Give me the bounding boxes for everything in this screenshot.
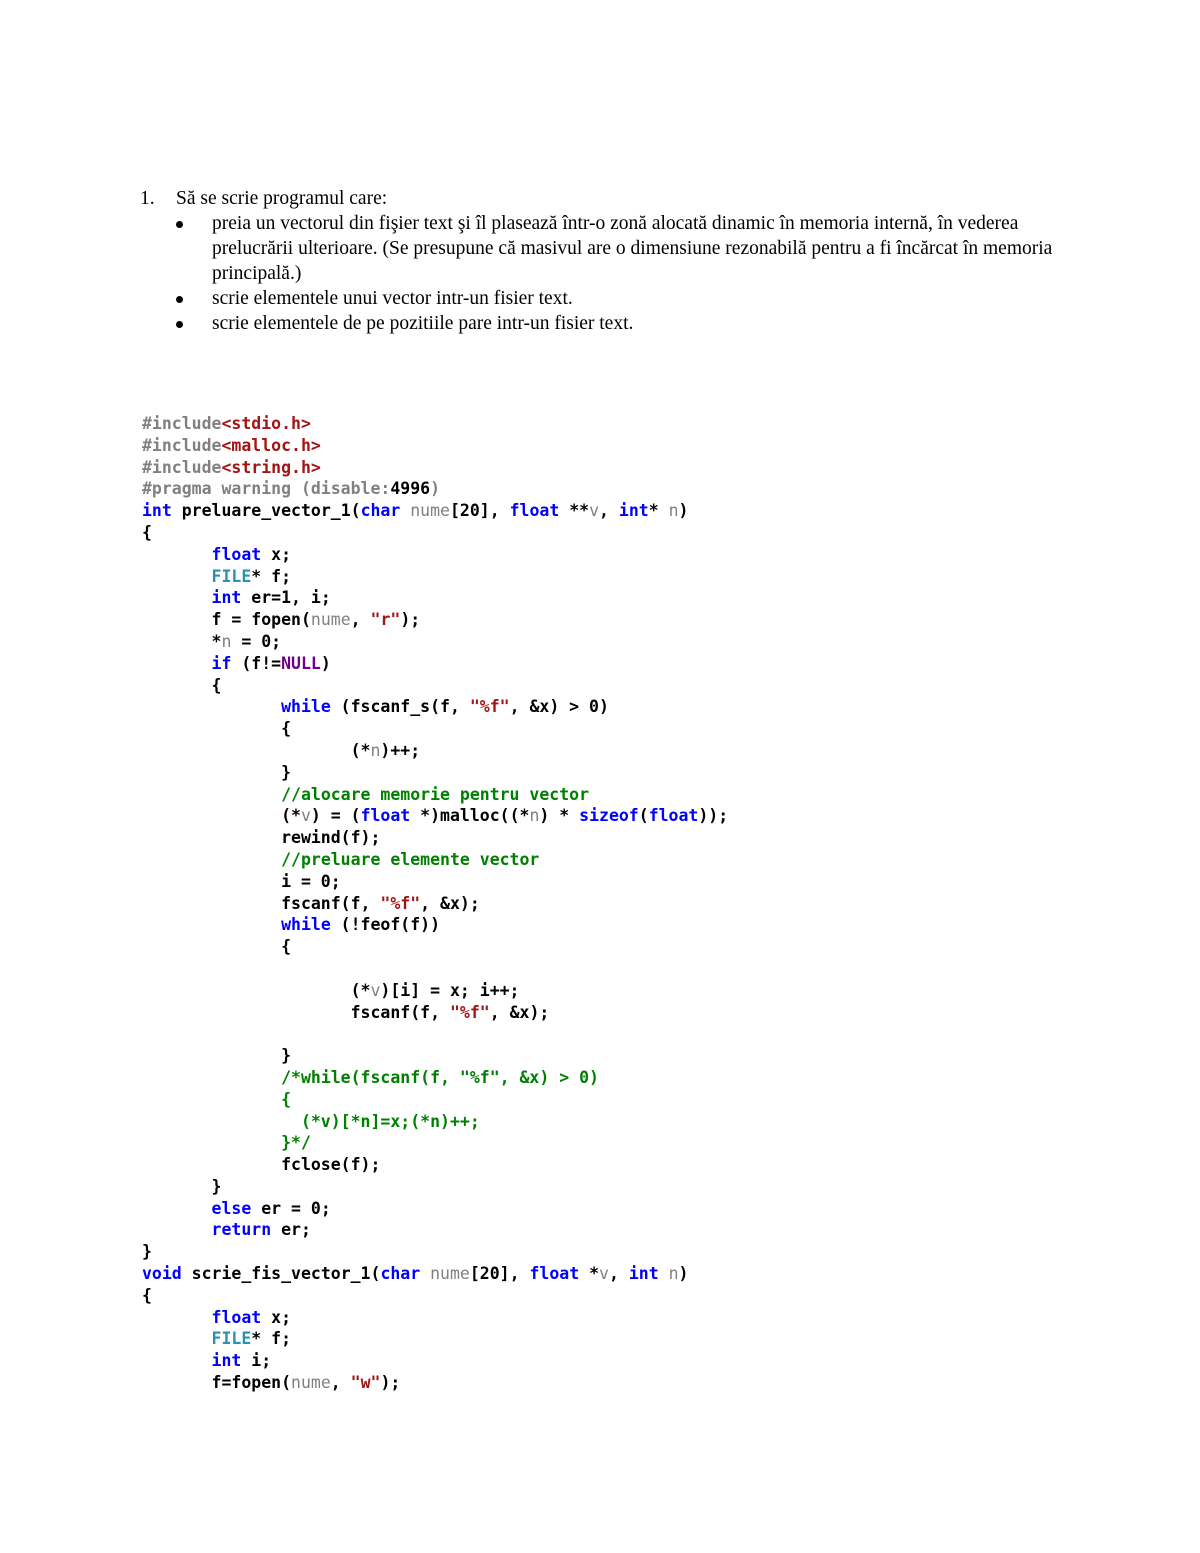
code-token: , &x) > 0) [509, 697, 609, 717]
code-token: ) * [539, 806, 580, 826]
code-line [142, 1350, 1142, 1372]
list-item-text: preia un vectorul din fişier text şi îl plasează într-o zonă alocată dinamic în memoria internă, în vederea prelucrării ulterioare. (Se presupune că masivul are o dimensiune rezonabilă pentru a fi încărcat în memoria principală.) [212, 213, 1053, 284]
code-token: nume [291, 1373, 331, 1393]
code-token: while [281, 915, 331, 935]
code-token: er = 0; [251, 1198, 331, 1218]
code-token: } [142, 762, 292, 782]
code-token: ); [400, 610, 421, 630]
code-token: )); [698, 806, 729, 826]
list-item [140, 286, 1060, 311]
code-token: } [142, 1176, 222, 1196]
code-token: nume [430, 1264, 470, 1284]
code-token [142, 1220, 212, 1239]
code-token: #include [142, 457, 222, 477]
code-token: i = 0; [142, 871, 341, 891]
code-line [142, 1089, 1142, 1111]
code-token: )[i] = x; i++; [380, 980, 520, 1000]
code-line [142, 1198, 1142, 1220]
list-item-text: scrie elementele unui vector intr-un fisier text. [212, 288, 573, 309]
code-listing [142, 413, 1142, 1394]
code-token: f = fopen( [142, 610, 311, 630]
code-token: #include [142, 414, 222, 433]
code-token: { [142, 719, 292, 739]
code-token: char [380, 1264, 421, 1284]
code-token [400, 501, 410, 520]
code-line [142, 1307, 1142, 1329]
code-token: <string.h> [221, 457, 321, 477]
code-token: , &x); [420, 893, 480, 913]
code-token: int [211, 588, 242, 608]
code-token: ** [559, 501, 590, 521]
code-token: n [668, 1264, 679, 1284]
code-token [142, 1068, 281, 1087]
code-line [142, 1002, 1142, 1024]
code-token: , &x); [489, 1002, 550, 1022]
bullet-icon [176, 221, 183, 228]
requirements-list [140, 211, 1060, 336]
code-token: i; [241, 1351, 272, 1371]
code-token: 4996 [390, 479, 431, 499]
code-token [142, 785, 281, 804]
code-token [142, 588, 212, 607]
code-line [142, 1045, 1142, 1067]
code-line [142, 1263, 1142, 1285]
code-token: preluare_vector_1( [171, 501, 361, 521]
task-heading [140, 186, 1060, 211]
code-line [142, 609, 1142, 631]
code-token: nume [310, 610, 351, 630]
code-token: } [142, 1046, 292, 1066]
code-token: , [330, 1373, 351, 1393]
task-number: 1. [140, 188, 155, 209]
code-token [142, 567, 212, 586]
code-token: ) [678, 1264, 689, 1284]
code-line [142, 1154, 1142, 1176]
task-statement [140, 186, 1060, 336]
code-line [142, 718, 1142, 740]
code-token: int [618, 501, 649, 521]
code-token: * [648, 501, 669, 521]
code-token: int [211, 1351, 242, 1371]
code-line [142, 435, 1142, 457]
code-token: *)malloc((* [410, 806, 530, 826]
bullet-icon [176, 296, 183, 303]
code-token: { [281, 1089, 292, 1109]
code-token: <malloc.h> [221, 435, 321, 455]
code-line [142, 653, 1142, 675]
code-token [142, 1351, 212, 1370]
code-token: rewind(f); [142, 828, 381, 848]
list-item-text: scrie elementele de pe pozitiile pare intr-un fisier text. [212, 313, 634, 334]
code-token: sizeof [579, 806, 639, 826]
code-token: n [529, 806, 540, 826]
code-line [142, 1111, 1142, 1133]
code-token: ( [638, 806, 649, 826]
code-token: (fscanf_s(f, [330, 697, 470, 717]
code-token: er; [271, 1220, 311, 1240]
code-token: { [142, 937, 292, 957]
code-token: "w" [350, 1373, 381, 1393]
code-token: float [509, 501, 560, 521]
code-line [142, 544, 1142, 566]
code-line [142, 784, 1142, 806]
code-token: //preluare elemente vector [281, 849, 540, 869]
code-token: void [142, 1264, 182, 1284]
code-token [659, 1264, 669, 1283]
list-item [140, 211, 1060, 286]
code-token: } [142, 1242, 152, 1262]
code-token: n [668, 501, 679, 521]
code-line [142, 1023, 1142, 1045]
code-token: FILE [211, 566, 252, 586]
code-token: , [599, 501, 619, 521]
code-token: v [589, 501, 600, 521]
list-item [140, 311, 1060, 336]
code-token: )++; [380, 740, 421, 760]
code-token: f=fopen( [142, 1373, 292, 1393]
code-token [142, 1199, 212, 1218]
code-line [142, 522, 1142, 544]
code-line [142, 1132, 1142, 1154]
code-line [142, 893, 1142, 915]
code-token [142, 850, 281, 869]
code-token: * f; [251, 566, 292, 586]
code-line [142, 696, 1142, 718]
code-token: else [211, 1198, 252, 1218]
code-token: * [142, 631, 222, 651]
code-token: //alocare memorie pentru vector [281, 784, 590, 804]
code-token: * [579, 1264, 600, 1284]
code-token: n [370, 740, 381, 760]
code-token: fclose(f); [142, 1155, 381, 1175]
code-token: ) = ( [310, 806, 361, 826]
code-token: (*v)[*n]=x;(*n)++; [142, 1111, 480, 1131]
code-token: NULL [281, 653, 321, 673]
code-token: scrie_fis_vector_1( [181, 1264, 381, 1284]
code-token: (* [142, 806, 301, 826]
code-token: (f!= [231, 653, 282, 673]
code-token [142, 1329, 212, 1348]
code-line [142, 849, 1142, 871]
code-line [142, 587, 1142, 609]
code-line [142, 631, 1142, 653]
code-token: ) [678, 501, 689, 521]
code-token: v [300, 806, 311, 826]
code-token [142, 545, 212, 564]
code-token: float [211, 1307, 262, 1327]
code-line [142, 500, 1142, 522]
code-token: #include [142, 435, 222, 455]
code-line [142, 1219, 1142, 1241]
code-token [420, 1264, 430, 1283]
code-token: ) [320, 653, 331, 673]
code-token: * f; [251, 1329, 292, 1349]
code-token: (* [142, 980, 371, 1000]
code-token: , [608, 1264, 629, 1284]
code-token [142, 1133, 281, 1152]
code-line [142, 566, 1142, 588]
code-line [142, 413, 1142, 435]
code-token: v [370, 980, 381, 1000]
code-line [142, 914, 1142, 936]
code-token: x; [261, 1307, 292, 1327]
code-token: #pragma warning (disable: [142, 479, 391, 499]
code-token: v [599, 1264, 609, 1284]
code-token: char [360, 501, 401, 521]
code-token [142, 654, 212, 673]
code-token: er=1, i; [241, 588, 331, 608]
code-token: int [142, 501, 172, 521]
code-token: fscanf(f, [142, 893, 381, 913]
code-line [142, 1328, 1142, 1350]
code-line [142, 1241, 1142, 1263]
code-line [142, 827, 1142, 849]
code-token: nume [410, 501, 450, 521]
code-token: (* [142, 740, 371, 760]
code-token: float [529, 1264, 580, 1284]
code-token [142, 697, 281, 716]
code-token: float [648, 806, 699, 826]
code-token: "%f" [380, 893, 421, 913]
code-token: while [281, 697, 331, 717]
code-line [142, 675, 1142, 697]
code-line [142, 740, 1142, 762]
code-token: , [350, 610, 371, 630]
code-token: /*while(fscanf(f, "%f", &x) > 0) [281, 1067, 599, 1087]
code-token: { [142, 675, 222, 695]
code-line [142, 478, 1142, 500]
code-line [142, 958, 1142, 980]
code-line [142, 762, 1142, 784]
code-token: (!feof(f)) [330, 915, 441, 935]
code-line [142, 980, 1142, 1002]
code-token [142, 1308, 212, 1327]
code-token: n [221, 631, 232, 651]
code-token: float [360, 806, 411, 826]
code-line [142, 1372, 1142, 1394]
code-token: <stdio.h> [221, 414, 311, 433]
code-token: float [211, 544, 262, 564]
code-token: }*/ [281, 1133, 311, 1153]
code-token: "%f" [449, 1002, 490, 1022]
code-token: "%f" [469, 697, 510, 717]
code-token: [20], [469, 1264, 530, 1284]
code-line [142, 805, 1142, 827]
code-token: x; [261, 544, 292, 564]
code-token: return [211, 1220, 272, 1240]
code-token: ); [380, 1373, 401, 1393]
code-token: ) [430, 479, 441, 499]
code-token: { [142, 1285, 152, 1305]
code-token: [20], [450, 501, 510, 521]
code-token: "r" [370, 610, 401, 630]
code-line [142, 457, 1142, 479]
code-token: fscanf(f, [142, 1002, 450, 1022]
code-token [142, 915, 281, 934]
code-token: FILE [211, 1329, 252, 1349]
code-token: int [628, 1264, 659, 1284]
bullet-icon [176, 321, 183, 328]
code-line [142, 1285, 1142, 1307]
code-token [142, 1090, 281, 1109]
code-line [142, 936, 1142, 958]
code-token: = 0; [231, 631, 282, 651]
code-line [142, 1176, 1142, 1198]
task-intro: Să se scrie programul care: [176, 188, 388, 209]
code-line [142, 871, 1142, 893]
code-token: if [211, 653, 232, 673]
code-line [142, 1067, 1142, 1089]
code-token: { [142, 522, 152, 542]
